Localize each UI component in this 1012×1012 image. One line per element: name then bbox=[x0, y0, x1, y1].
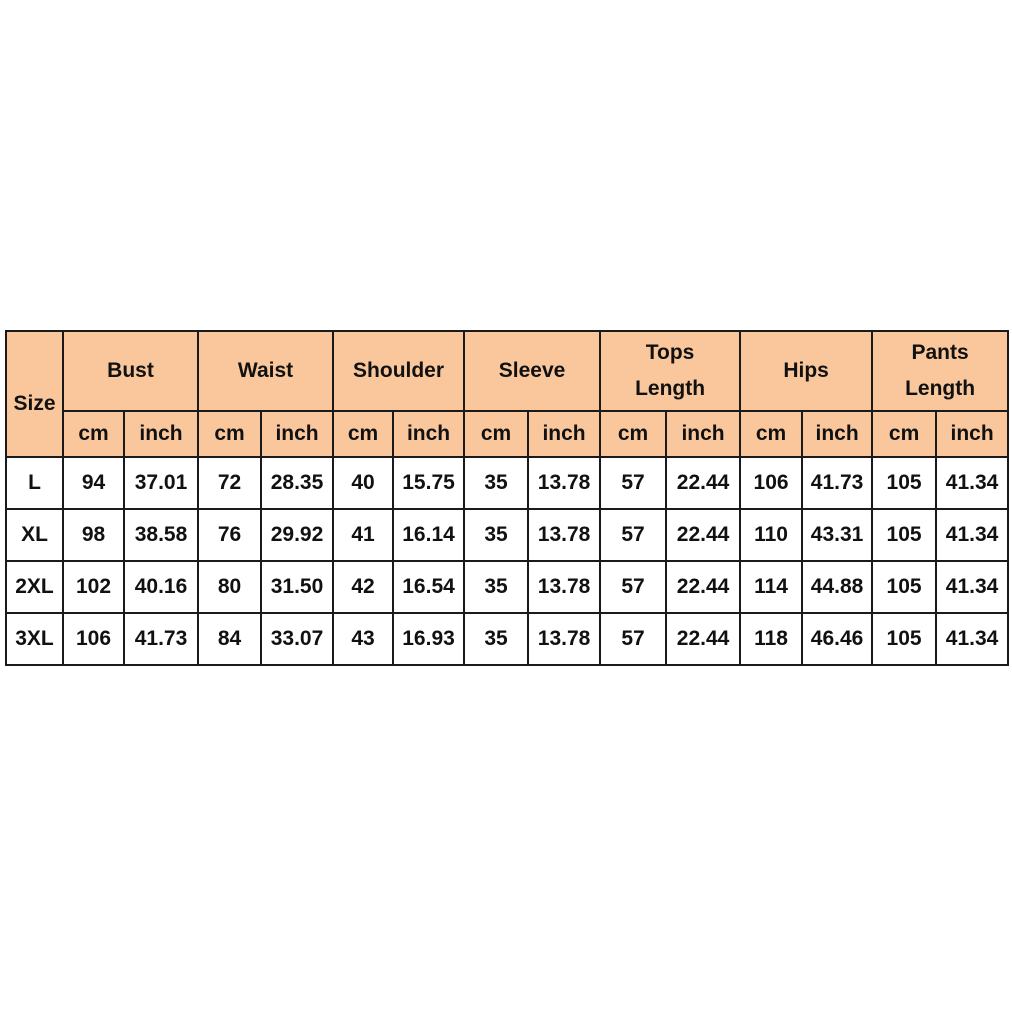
value-cell: 84 bbox=[198, 613, 261, 665]
value-cell: 16.93 bbox=[393, 613, 464, 665]
group-header-cell bbox=[600, 331, 740, 411]
group-header-label: Hips bbox=[783, 359, 829, 382]
value-cell: 80 bbox=[198, 561, 261, 613]
value-cell: 29.92 bbox=[261, 509, 333, 561]
table-row bbox=[6, 613, 1008, 665]
table-row bbox=[6, 457, 1008, 509]
value-cell: 105 bbox=[872, 509, 936, 561]
size-chart-table bbox=[5, 330, 1009, 666]
group-header-row bbox=[6, 331, 1008, 411]
unit-header-cm: cm bbox=[198, 411, 261, 457]
unit-header-inch: inch bbox=[261, 411, 333, 457]
value-cell: 22.44 bbox=[666, 457, 740, 509]
value-cell: 38.58 bbox=[124, 509, 198, 561]
table-row bbox=[6, 561, 1008, 613]
size-cell: 2XL bbox=[6, 561, 63, 613]
value-cell: 105 bbox=[872, 561, 936, 613]
value-cell: 22.44 bbox=[666, 613, 740, 665]
value-cell: 76 bbox=[198, 509, 261, 561]
value-cell: 105 bbox=[872, 613, 936, 665]
unit-header-cm: cm bbox=[464, 411, 528, 457]
size-table-body bbox=[6, 457, 1008, 665]
value-cell: 43 bbox=[333, 613, 393, 665]
value-cell: 72 bbox=[198, 457, 261, 509]
value-cell: 35 bbox=[464, 457, 528, 509]
value-cell: 102 bbox=[63, 561, 124, 613]
unit-header-inch: inch bbox=[936, 411, 1008, 457]
unit-header-inch: inch bbox=[393, 411, 464, 457]
value-cell: 28.35 bbox=[261, 457, 333, 509]
value-cell: 15.75 bbox=[393, 457, 464, 509]
size-cell: XL bbox=[6, 509, 63, 561]
group-header-label: Shoulder bbox=[353, 359, 445, 382]
unit-header-inch: inch bbox=[528, 411, 600, 457]
unit-header-cm: cm bbox=[63, 411, 124, 457]
value-cell: 57 bbox=[600, 457, 666, 509]
value-cell: 57 bbox=[600, 613, 666, 665]
size-cell: L bbox=[6, 457, 63, 509]
unit-header-cm: cm bbox=[600, 411, 666, 457]
value-cell: 44.88 bbox=[802, 561, 872, 613]
group-header-cell bbox=[464, 331, 600, 411]
group-header-label: Bust bbox=[107, 359, 154, 382]
size-header-cell bbox=[6, 331, 63, 457]
group-header-cell bbox=[872, 331, 1008, 411]
value-cell: 57 bbox=[600, 561, 666, 613]
unit-header-inch: inch bbox=[802, 411, 872, 457]
value-cell: 41.34 bbox=[936, 457, 1008, 509]
value-cell: 16.54 bbox=[393, 561, 464, 613]
value-cell: 37.01 bbox=[124, 457, 198, 509]
value-cell: 13.78 bbox=[528, 613, 600, 665]
value-cell: 16.14 bbox=[393, 509, 464, 561]
value-cell: 94 bbox=[63, 457, 124, 509]
group-header-cell bbox=[198, 331, 333, 411]
unit-header-row bbox=[6, 411, 1008, 457]
group-header-label: Length bbox=[635, 377, 706, 400]
value-cell: 41.34 bbox=[936, 613, 1008, 665]
value-cell: 46.46 bbox=[802, 613, 872, 665]
group-header-label: Pants bbox=[911, 341, 969, 364]
value-cell: 42 bbox=[333, 561, 393, 613]
value-cell: 41 bbox=[333, 509, 393, 561]
value-cell: 118 bbox=[740, 613, 802, 665]
value-cell: 106 bbox=[740, 457, 802, 509]
group-header-cell bbox=[63, 331, 198, 411]
value-cell: 13.78 bbox=[528, 509, 600, 561]
unit-header-cm: cm bbox=[333, 411, 393, 457]
group-header-label: Sleeve bbox=[498, 359, 566, 382]
unit-header-cm: cm bbox=[740, 411, 802, 457]
value-cell: 57 bbox=[600, 509, 666, 561]
value-cell: 110 bbox=[740, 509, 802, 561]
value-cell: 13.78 bbox=[528, 561, 600, 613]
size-header-label: Size bbox=[13, 392, 56, 415]
value-cell: 31.50 bbox=[261, 561, 333, 613]
group-header-label: Waist bbox=[237, 359, 294, 382]
value-cell: 35 bbox=[464, 561, 528, 613]
group-header-label: Length bbox=[905, 377, 976, 400]
value-cell: 43.31 bbox=[802, 509, 872, 561]
value-cell: 33.07 bbox=[261, 613, 333, 665]
value-cell: 98 bbox=[63, 509, 124, 561]
unit-header-cm: cm bbox=[872, 411, 936, 457]
group-header-cell bbox=[333, 331, 464, 411]
value-cell: 41.34 bbox=[936, 561, 1008, 613]
value-cell: 114 bbox=[740, 561, 802, 613]
value-cell: 22.44 bbox=[666, 561, 740, 613]
value-cell: 41.34 bbox=[936, 509, 1008, 561]
unit-header-inch: inch bbox=[666, 411, 740, 457]
value-cell: 35 bbox=[464, 613, 528, 665]
value-cell: 40.16 bbox=[124, 561, 198, 613]
value-cell: 22.44 bbox=[666, 509, 740, 561]
value-cell: 40 bbox=[333, 457, 393, 509]
table-row bbox=[6, 509, 1008, 561]
group-header-cell bbox=[740, 331, 872, 411]
value-cell: 13.78 bbox=[528, 457, 600, 509]
group-header-label: Tops bbox=[645, 341, 695, 364]
size-cell: 3XL bbox=[6, 613, 63, 665]
value-cell: 105 bbox=[872, 457, 936, 509]
value-cell: 106 bbox=[63, 613, 124, 665]
value-cell: 41.73 bbox=[124, 613, 198, 665]
value-cell: 41.73 bbox=[802, 457, 872, 509]
unit-header-inch: inch bbox=[124, 411, 198, 457]
value-cell: 35 bbox=[464, 509, 528, 561]
